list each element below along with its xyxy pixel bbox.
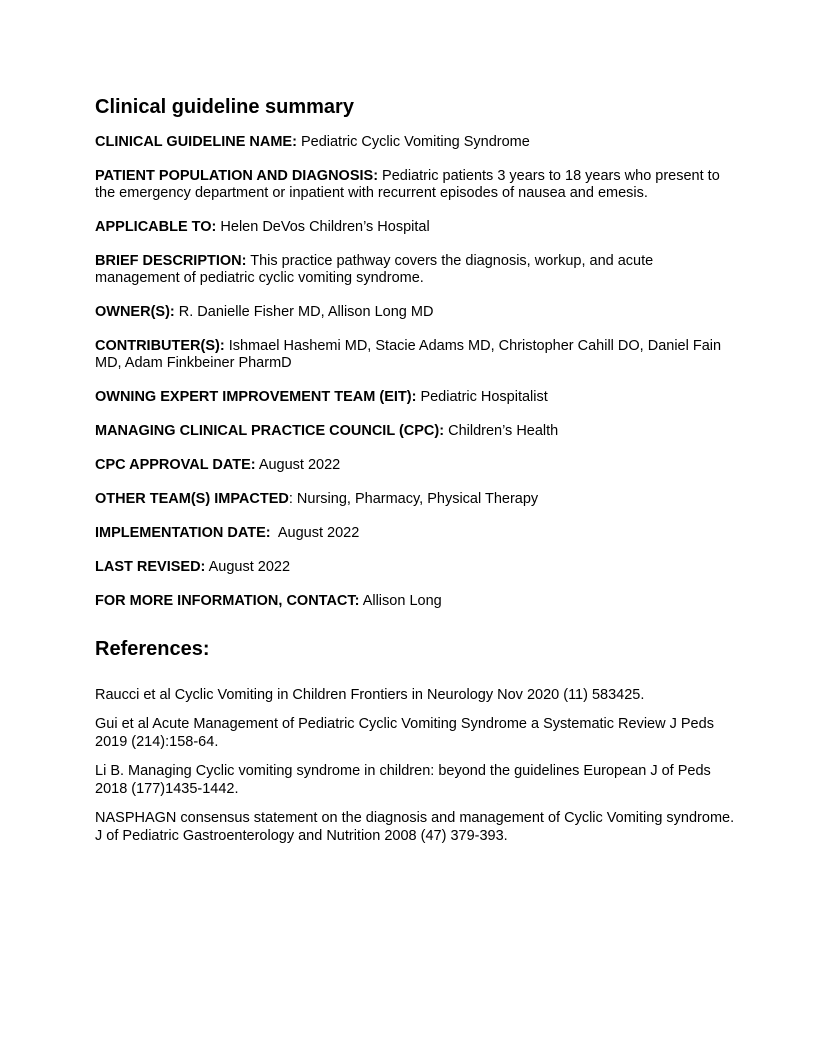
- field-owners: [95, 304, 735, 321]
- field-label: BRIEF DESCRIPTION:: [95, 253, 247, 269]
- field-label: PATIENT POPULATION AND DIAGNOSIS:: [95, 168, 379, 184]
- field-label: CPC APPROVAL DATE:: [95, 457, 256, 473]
- field-label: CLINICAL GUIDELINE NAME:: [95, 134, 297, 150]
- field-value: R. Danielle Fisher MD, Allison Long MD: [174, 304, 434, 320]
- references-list: [95, 686, 735, 845]
- field-brief-description: [95, 253, 735, 287]
- field-label: OWNER(S):: [95, 304, 175, 320]
- field-label: IMPLEMENTATION DATE:: [95, 525, 271, 541]
- summary-title: Clinical guideline summary: [95, 96, 354, 118]
- field-owning-eit: [95, 389, 735, 406]
- field-last-revised: [95, 559, 735, 576]
- field-label: FOR MORE INFORMATION, CONTACT:: [95, 593, 360, 609]
- field-label: APPLICABLE TO:: [95, 219, 217, 235]
- field-other-teams: [95, 491, 735, 508]
- field-guideline-name: [95, 134, 735, 151]
- field-value: August 2022: [270, 525, 360, 541]
- field-value: : Nursing, Pharmacy, Physical Therapy: [288, 491, 539, 507]
- field-contributers: [95, 338, 735, 372]
- reference-item: Gui et al Acute Management of Pediatric Cyclic Vomiting Syndrome a Systematic Review J Peds 2019 (214):158-64.: [95, 716, 714, 750]
- field-implementation-date: [95, 525, 735, 542]
- document-page: [95, 94, 735, 856]
- field-value: Pediatric Cyclic Vomiting Syndrome: [296, 134, 530, 150]
- field-value: August 2022: [205, 559, 291, 575]
- references-title: References:: [95, 638, 210, 660]
- summary-fields: [95, 134, 735, 610]
- field-applicable-to: [95, 219, 735, 236]
- field-value: Allison Long: [359, 593, 442, 609]
- field-value: Pediatric Hospitalist: [416, 389, 548, 405]
- field-value: Pediatric patients 3 years to 18 years who present to the emergency department or inpatient with recurrent episodes of nausea and emesis.: [95, 168, 720, 201]
- field-label: OWNING EXPERT IMPROVEMENT TEAM (EIT):: [95, 389, 417, 405]
- field-label: LAST REVISED:: [95, 559, 206, 575]
- field-label: OTHER TEAM(S) IMPACTED: [95, 491, 289, 507]
- field-label: CONTRIBUTER(S):: [95, 338, 225, 354]
- field-managing-cpc: [95, 423, 735, 440]
- reference-item: Li B. Managing Cyclic vomiting syndrome in children: beyond the guidelines European J of Peds 2018 (177)1435-1442.: [95, 763, 711, 797]
- reference-item: NASPHAGN consensus statement on the diagnosis and management of Cyclic Vomiting syndrome. J of Pediatric Gastroenterology and Nutrition 2008 (47) 379-393.: [95, 810, 735, 844]
- field-value: Ishmael Hashemi MD, Stacie Adams MD, Christopher Cahill DO, Daniel Fain MD, Adam Finkbeiner PharmD: [95, 338, 722, 371]
- field-patient-population: [95, 168, 735, 202]
- field-cpc-approval-date: [95, 457, 735, 474]
- field-value: Helen DeVos Children’s Hospital: [216, 219, 430, 235]
- field-value: This practice pathway covers the diagnosis, workup, and acute management of pediatric cyclic vomiting syndrome.: [95, 253, 654, 286]
- field-value: Children’s Health: [444, 423, 559, 439]
- field-contact: [95, 593, 735, 610]
- field-value: August 2022: [255, 457, 341, 473]
- reference-item: Raucci et al Cyclic Vomiting in Children Frontiers in Neurology Nov 2020 (11) 583425.: [95, 687, 645, 703]
- field-label: MANAGING CLINICAL PRACTICE COUNCIL (CPC):: [95, 423, 445, 439]
